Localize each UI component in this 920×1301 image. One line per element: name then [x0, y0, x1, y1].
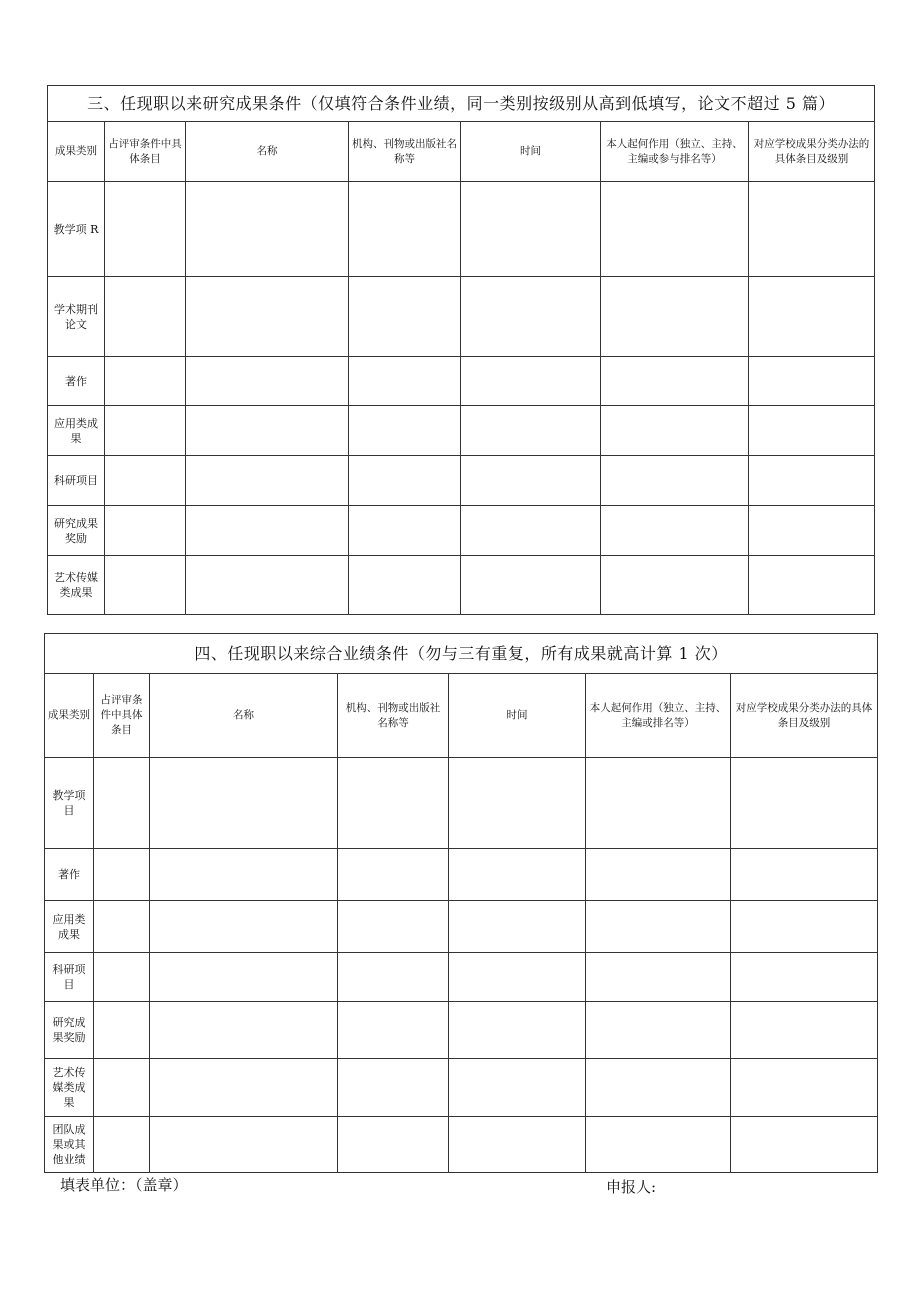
- role-cell[interactable]: [601, 182, 749, 277]
- school-category-cell[interactable]: [749, 456, 875, 506]
- school-category-cell[interactable]: [731, 953, 878, 1002]
- name-cell[interactable]: [186, 406, 349, 456]
- institution-cell[interactable]: [338, 758, 449, 849]
- criteria-cell[interactable]: [94, 1002, 150, 1059]
- table-row: [45, 1059, 878, 1117]
- criteria-cell[interactable]: [105, 182, 186, 277]
- name-cell[interactable]: [186, 456, 349, 506]
- role-cell[interactable]: [586, 901, 731, 953]
- role-cell[interactable]: [586, 1117, 731, 1173]
- col-header-institution: 机构、刊物或出版社名称等: [349, 122, 461, 182]
- role-cell[interactable]: [586, 953, 731, 1002]
- row-category-arts-media: 艺术传媒类成果: [45, 1059, 94, 1117]
- school-category-cell[interactable]: [731, 849, 878, 901]
- name-cell[interactable]: [150, 1117, 338, 1173]
- institution-cell[interactable]: [338, 1059, 449, 1117]
- col-header-role: 本人起何作用（独立、主持、主编或排名等）: [586, 674, 731, 758]
- time-cell[interactable]: [461, 456, 601, 506]
- table-row: [45, 1002, 878, 1059]
- row-category-applied-results: 应用类成果: [48, 406, 105, 456]
- col-header-name: 名称: [150, 674, 338, 758]
- institution-cell[interactable]: [349, 506, 461, 556]
- school-category-cell[interactable]: [749, 357, 875, 406]
- criteria-cell[interactable]: [105, 556, 186, 615]
- institution-cell[interactable]: [338, 901, 449, 953]
- row-category-research-awards: 研究成果奖励: [45, 1002, 94, 1059]
- table-row: [45, 953, 878, 1002]
- name-cell[interactable]: [150, 758, 338, 849]
- table-row: [48, 406, 875, 456]
- criteria-cell[interactable]: [94, 1117, 150, 1173]
- row-category-monographs: 著作: [45, 849, 94, 901]
- table-row: [48, 506, 875, 556]
- time-cell[interactable]: [449, 1002, 586, 1059]
- time-cell[interactable]: [449, 1117, 586, 1173]
- time-cell[interactable]: [461, 277, 601, 357]
- school-category-cell[interactable]: [749, 556, 875, 615]
- name-cell[interactable]: [150, 953, 338, 1002]
- row-category-team-other: 团队成果或其他业绩: [45, 1117, 94, 1173]
- col-header-school-category: 对应学校成果分类办法的具体条目及级别: [749, 122, 875, 182]
- time-cell[interactable]: [449, 901, 586, 953]
- institution-cell[interactable]: [349, 357, 461, 406]
- name-cell[interactable]: [150, 901, 338, 953]
- name-cell[interactable]: [186, 277, 349, 357]
- criteria-cell[interactable]: [94, 1059, 150, 1117]
- row-category-teaching-project: 教学项目: [45, 758, 94, 849]
- research-results-table: [47, 85, 875, 615]
- time-cell[interactable]: [461, 357, 601, 406]
- time-cell[interactable]: [449, 758, 586, 849]
- school-category-cell[interactable]: [749, 506, 875, 556]
- role-cell[interactable]: [601, 406, 749, 456]
- row-category-research-projects: 科研项目: [45, 953, 94, 1002]
- col-header-role: 本人起何作用（独立、主持、主编或参与排名等）: [601, 122, 749, 182]
- col-header-category: 成果类别: [45, 674, 94, 758]
- institution-cell[interactable]: [349, 406, 461, 456]
- criteria-cell[interactable]: [105, 506, 186, 556]
- col-header-time: 时间: [461, 122, 601, 182]
- role-cell[interactable]: [601, 506, 749, 556]
- row-category-arts-media: 艺术传媒类成果: [48, 556, 105, 615]
- institution-cell[interactable]: [338, 953, 449, 1002]
- name-cell[interactable]: [150, 1059, 338, 1117]
- col-header-category: 成果类别: [48, 122, 105, 182]
- applicant-label: 申报人:: [606, 1178, 657, 1196]
- time-cell[interactable]: [461, 506, 601, 556]
- row-category-research-awards: 研究成果奖励: [48, 506, 105, 556]
- criteria-cell[interactable]: [105, 357, 186, 406]
- col-header-institution: 机构、刊物或出版社名称等: [338, 674, 449, 758]
- criteria-cell[interactable]: [94, 849, 150, 901]
- section3-title: 三、任现职以来研究成果条件（仅填符合条件业绩，同一类别按级别从高到低填写，论文不超过 5 篇）: [48, 86, 875, 122]
- school-category-cell[interactable]: [731, 1002, 878, 1059]
- name-cell[interactable]: [186, 182, 349, 277]
- table-row: [45, 1117, 878, 1173]
- name-cell[interactable]: [186, 556, 349, 615]
- role-cell[interactable]: [601, 556, 749, 615]
- time-cell[interactable]: [449, 849, 586, 901]
- institution-cell[interactable]: [349, 277, 461, 357]
- row-category-applied-results: 应用类成果: [45, 901, 94, 953]
- institution-cell[interactable]: [338, 1117, 449, 1173]
- role-cell[interactable]: [586, 1002, 731, 1059]
- criteria-cell[interactable]: [94, 758, 150, 849]
- table-row: [48, 456, 875, 506]
- time-cell[interactable]: [461, 182, 601, 277]
- table-row: [45, 901, 878, 953]
- name-cell[interactable]: [186, 357, 349, 406]
- comprehensive-results-table: [44, 633, 878, 1173]
- filling-unit-seal-label: 填表单位：（盖章）: [60, 1176, 188, 1194]
- role-cell[interactable]: [601, 277, 749, 357]
- role-cell[interactable]: [586, 758, 731, 849]
- col-header-time: 时间: [449, 674, 586, 758]
- row-category-teaching-project: 教学项 R: [48, 182, 105, 277]
- name-cell[interactable]: [150, 1002, 338, 1059]
- institution-cell[interactable]: [338, 1002, 449, 1059]
- row-category-research-projects: 科研项目: [48, 456, 105, 506]
- time-cell[interactable]: [461, 556, 601, 615]
- section4-title: 四、任现职以来综合业绩条件（勿与三有重复，所有成果就高计算 1 次）: [45, 634, 878, 674]
- school-category-cell[interactable]: [749, 406, 875, 456]
- col-header-name: 名称: [186, 122, 349, 182]
- table-row: [48, 182, 875, 277]
- criteria-cell[interactable]: [94, 953, 150, 1002]
- time-cell[interactable]: [449, 1059, 586, 1117]
- table-row: [48, 556, 875, 615]
- school-category-cell[interactable]: [731, 758, 878, 849]
- school-category-cell[interactable]: [731, 901, 878, 953]
- role-cell[interactable]: [601, 456, 749, 506]
- school-category-cell[interactable]: [749, 277, 875, 357]
- role-cell[interactable]: [601, 357, 749, 406]
- row-category-monographs: 著作: [48, 357, 105, 406]
- row-category-journal-papers: 学术期刊论文: [48, 277, 105, 357]
- school-category-cell[interactable]: [749, 182, 875, 277]
- role-cell[interactable]: [586, 1059, 731, 1117]
- criteria-cell[interactable]: [94, 901, 150, 953]
- name-cell[interactable]: [186, 506, 349, 556]
- criteria-cell[interactable]: [105, 456, 186, 506]
- table-row: [48, 357, 875, 406]
- institution-cell[interactable]: [349, 556, 461, 615]
- institution-cell[interactable]: [338, 849, 449, 901]
- time-cell[interactable]: [461, 406, 601, 456]
- time-cell[interactable]: [449, 953, 586, 1002]
- col-header-school-category: 对应学校成果分类办法的具体条目及级别: [731, 674, 878, 758]
- criteria-cell[interactable]: [105, 406, 186, 456]
- role-cell[interactable]: [586, 849, 731, 901]
- table-row: [45, 758, 878, 849]
- table-row: [48, 277, 875, 357]
- institution-cell[interactable]: [349, 456, 461, 506]
- col-header-criteria-item: 占评审条件中具体条目: [94, 674, 150, 758]
- criteria-cell[interactable]: [105, 277, 186, 357]
- institution-cell[interactable]: [349, 182, 461, 277]
- school-category-cell[interactable]: [731, 1117, 878, 1173]
- name-cell[interactable]: [150, 849, 338, 901]
- school-category-cell[interactable]: [731, 1059, 878, 1117]
- col-header-criteria-item: 占评审条件中具体条目: [105, 122, 186, 182]
- table-row: [45, 849, 878, 901]
